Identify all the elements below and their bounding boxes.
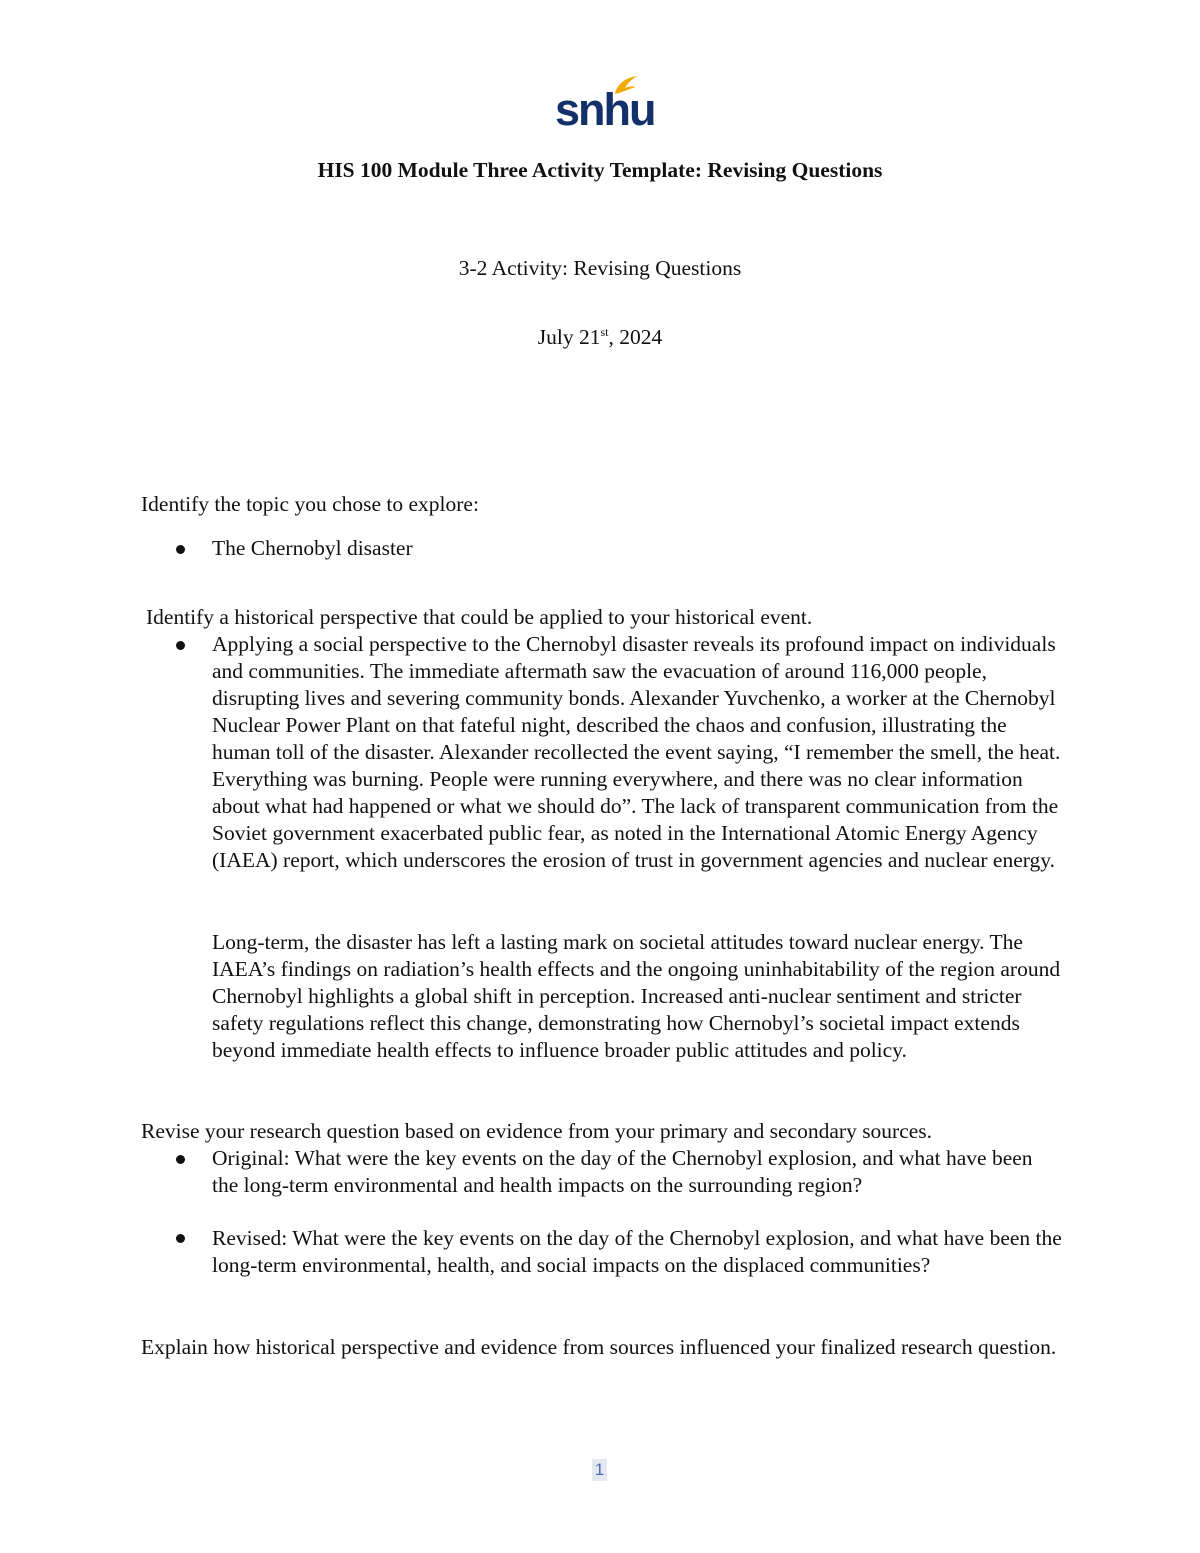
bullet-icon (176, 641, 185, 650)
original-question: Original: What were the key events on the day of the Chernobyl explosion, and what have been the long-term environmental and health impacts on the surrounding region? (212, 1146, 1033, 1197)
bullet-icon (176, 1155, 185, 1164)
revised-question: Revised: What were the key events on the day of the Chernobyl explosion, and what have been the long-term environmental, health, and social impacts on the displaced communities? (212, 1226, 1062, 1277)
snhu-logo (555, 74, 655, 135)
explain-prompt: Explain how historical perspective and evidence from sources influenced your finalized research question. (141, 1335, 1057, 1359)
bullet-icon (176, 1234, 185, 1243)
topic-prompt: Identify the topic you chose to explore: (141, 492, 479, 516)
perspective-paragraph-2: Long-term, the disaster has left a lasting mark on societal attitudes toward nuclear energy. The IAEA’s findings on radiation’s health effects and the ongoing uninhabitability of the region around Chernobyl highlights a global shift in perception. Increased anti-nuclear sentiment and stricter safety regulations reflect this change, demonstrating how Chernobyl’s societal impact extends beyond immediate health effects to influence broader public attitudes and policy. (212, 930, 1061, 1062)
perspective-prompt: Identify a historical perspective that could be applied to your historical event. (146, 605, 813, 629)
document-title: HIS 100 Module Three Activity Template: Revising Questions (317, 158, 883, 182)
bullet-icon (176, 545, 185, 554)
revise-prompt: Revise your research question based on evidence from your primary and secondary sources. (141, 1119, 933, 1143)
topic-answer: The Chernobyl disaster (212, 536, 413, 560)
perspective-paragraph-1: Applying a social perspective to the Chernobyl disaster reveals its profound impact on individuals and communities. The immediate aftermath saw the evacuation of around 116,000 people, disrupting lives and severing community bonds. Alexander Yuvchenko, a worker at the Chernobyl Nuclear Power Plant on that fateful night, described the chaos and confusion, illustrating the human toll of the disaster. Alexander recollected the event saying, “I remember the smell, the heat. Everything was burning. People were running everywhere, and there was no clear information about what had happened or what we should do”. The lack of transparent communication from the Soviet government exacerbated public fear, as noted in the International Atomic Energy Agency (IAEA) report, which underscores the erosion of trust in government agencies and nuclear energy. (212, 632, 1061, 872)
document-subtitle: 3-2 Activity: Revising Questions (458, 256, 742, 280)
page-number: 1 (592, 1459, 607, 1481)
document-date: July 21st, 2024 (537, 324, 663, 349)
logo-wordmark: snhu (555, 84, 655, 135)
